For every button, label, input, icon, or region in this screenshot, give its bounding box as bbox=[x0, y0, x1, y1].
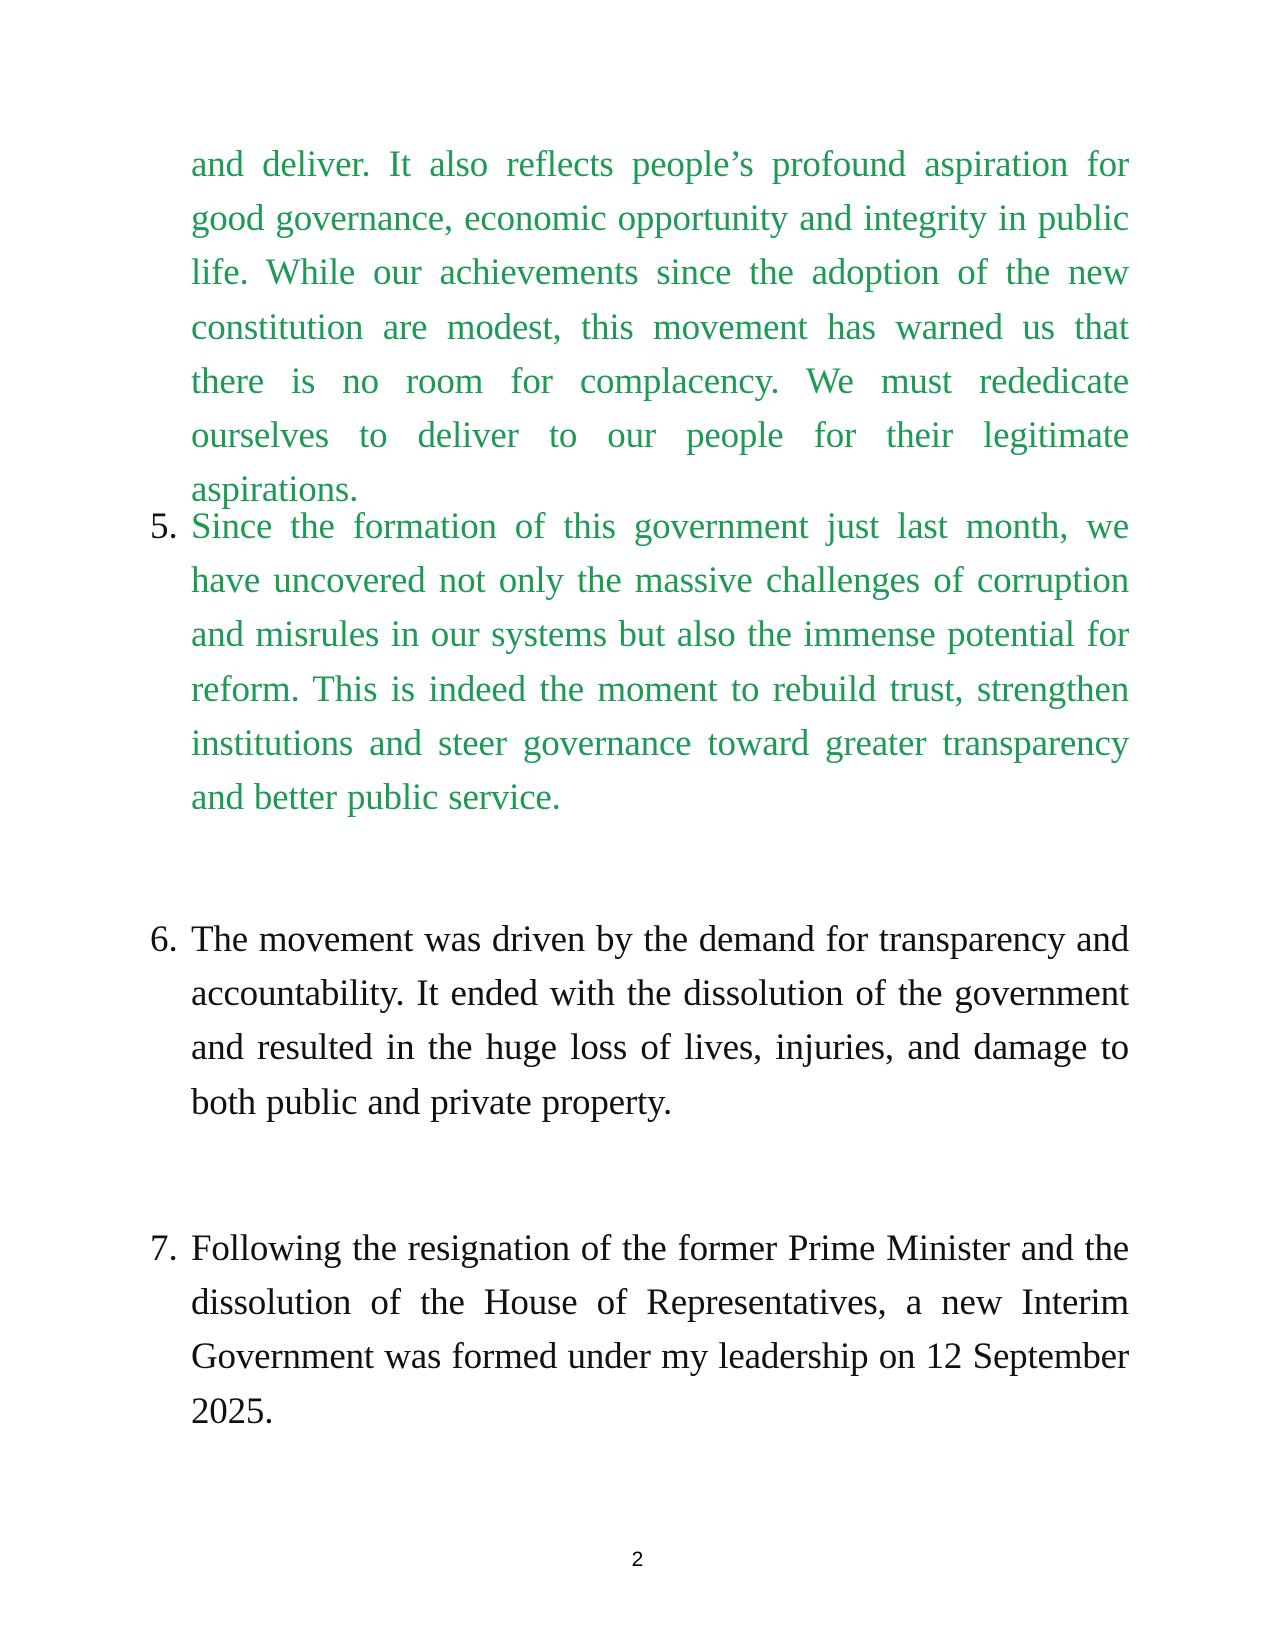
page-number: 2 bbox=[631, 1548, 644, 1571]
paragraph-7-text: Following the resignation of the former Prime Minister and the dissolution of the House of Representatives, a new Interim Government was formed under my leadership on 12 September 2025. bbox=[191, 1228, 1129, 1432]
paragraph-7-number: 7. bbox=[150, 1228, 178, 1269]
paragraph-5-text: Since the formation of this government just last month, we have uncovered not only the massive challenges of corruption and misrules in our systems but also the immense potential for reform. This is indeed the moment to rebuild trust, strengthen institutions and steer governance toward greater transparency and better public service. bbox=[191, 506, 1129, 819]
paragraph-6-number: 6. bbox=[150, 919, 178, 960]
paragraph-4-continuation: and deliver. It also reflects people’s profound aspiration for good governance, economic opportunity and integrity in public life. While our achievements since the adoption of the new constitution are modest, this movement has warned us that there is no room for complacency. We must rededicate ourselves to deliver to our people for their legitimate aspirations. bbox=[191, 144, 1129, 511]
paragraph-6-text: The movement was driven by the demand for transparency and accountability. It ended with the dissolution of the government and resulted in the huge loss of lives, injuries, and damage to both public and private property. bbox=[191, 919, 1129, 1123]
paragraph-5-number: 5. bbox=[150, 506, 178, 547]
